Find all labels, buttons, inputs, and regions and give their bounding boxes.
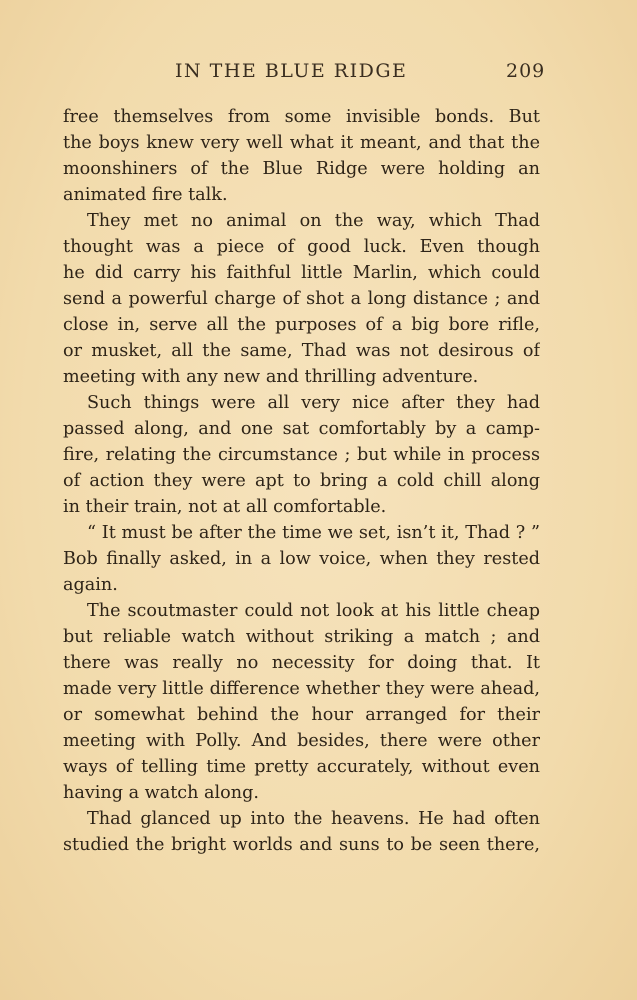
- text-line: free themselves from some invisible bonds. But: [63, 107, 540, 127]
- text-line: fire, relating the circumstance ; but while in process: [63, 445, 540, 465]
- text-line: having a watch along.: [63, 783, 259, 803]
- text-line: there was really no necessity for doing that. It: [63, 653, 540, 673]
- text-line: but reliable watch without striking a match ; and: [63, 627, 540, 647]
- paragraph: [63, 598, 540, 806]
- text-line: The scoutmaster could not look at his little cheap: [87, 601, 540, 621]
- paragraph: [63, 390, 540, 520]
- text-line: meeting with Polly. And besides, there were other: [63, 731, 540, 751]
- text-line: Such things were all very nice after they had: [87, 393, 540, 413]
- text-line: ways of telling time pretty accurately, without even: [63, 757, 540, 777]
- paragraph: [63, 806, 540, 858]
- text-line: Bob finally asked, in a low voice, when they rested: [63, 549, 540, 569]
- body-text: [63, 104, 540, 858]
- text-line: or musket, all the same, Thad was not desirous of: [63, 341, 540, 361]
- text-line: close in, serve all the purposes of a big bore rifle,: [63, 315, 540, 335]
- text-line: in their train, not at all comfortable.: [63, 497, 387, 517]
- text-line: passed along, and one sat comfortably by a camp-: [63, 419, 540, 439]
- text-line: meeting with any new and thrilling adventure.: [63, 367, 479, 387]
- text-line: again.: [63, 575, 118, 595]
- text-line: studied the bright worlds and suns to be seen there,: [63, 835, 540, 855]
- paragraph: [63, 520, 540, 598]
- text-line: the boys knew very well what it meant, and that the: [63, 133, 540, 153]
- text-line: of action they were apt to bring a cold chill along: [63, 471, 540, 491]
- text-line: he did carry his faithful little Marlin, which could: [63, 263, 540, 283]
- text-line: thought was a piece of good luck. Even though: [63, 237, 540, 257]
- text-line: “ It must be after the time we set, isn’t it, Thad ? ”: [87, 523, 540, 543]
- text-line: animated fire talk.: [63, 185, 228, 205]
- running-head: [63, 60, 546, 88]
- paragraph: [63, 104, 540, 208]
- page-number: 209: [506, 60, 546, 82]
- text-line: send a powerful charge of shot a long distance ; and: [63, 289, 540, 309]
- text-line: made very little difference whether they were ahead,: [63, 679, 540, 699]
- text-line: They met no animal on the way, which Thad: [87, 211, 540, 231]
- text-line: moonshiners of the Blue Ridge were holding an: [63, 159, 540, 179]
- running-head-title: IN THE BLUE RIDGE: [175, 60, 408, 82]
- text-line: or somewhat behind the hour arranged for their: [63, 705, 540, 725]
- paragraph: [63, 208, 540, 390]
- text-line: Thad glanced up into the heavens. He had often: [87, 809, 540, 829]
